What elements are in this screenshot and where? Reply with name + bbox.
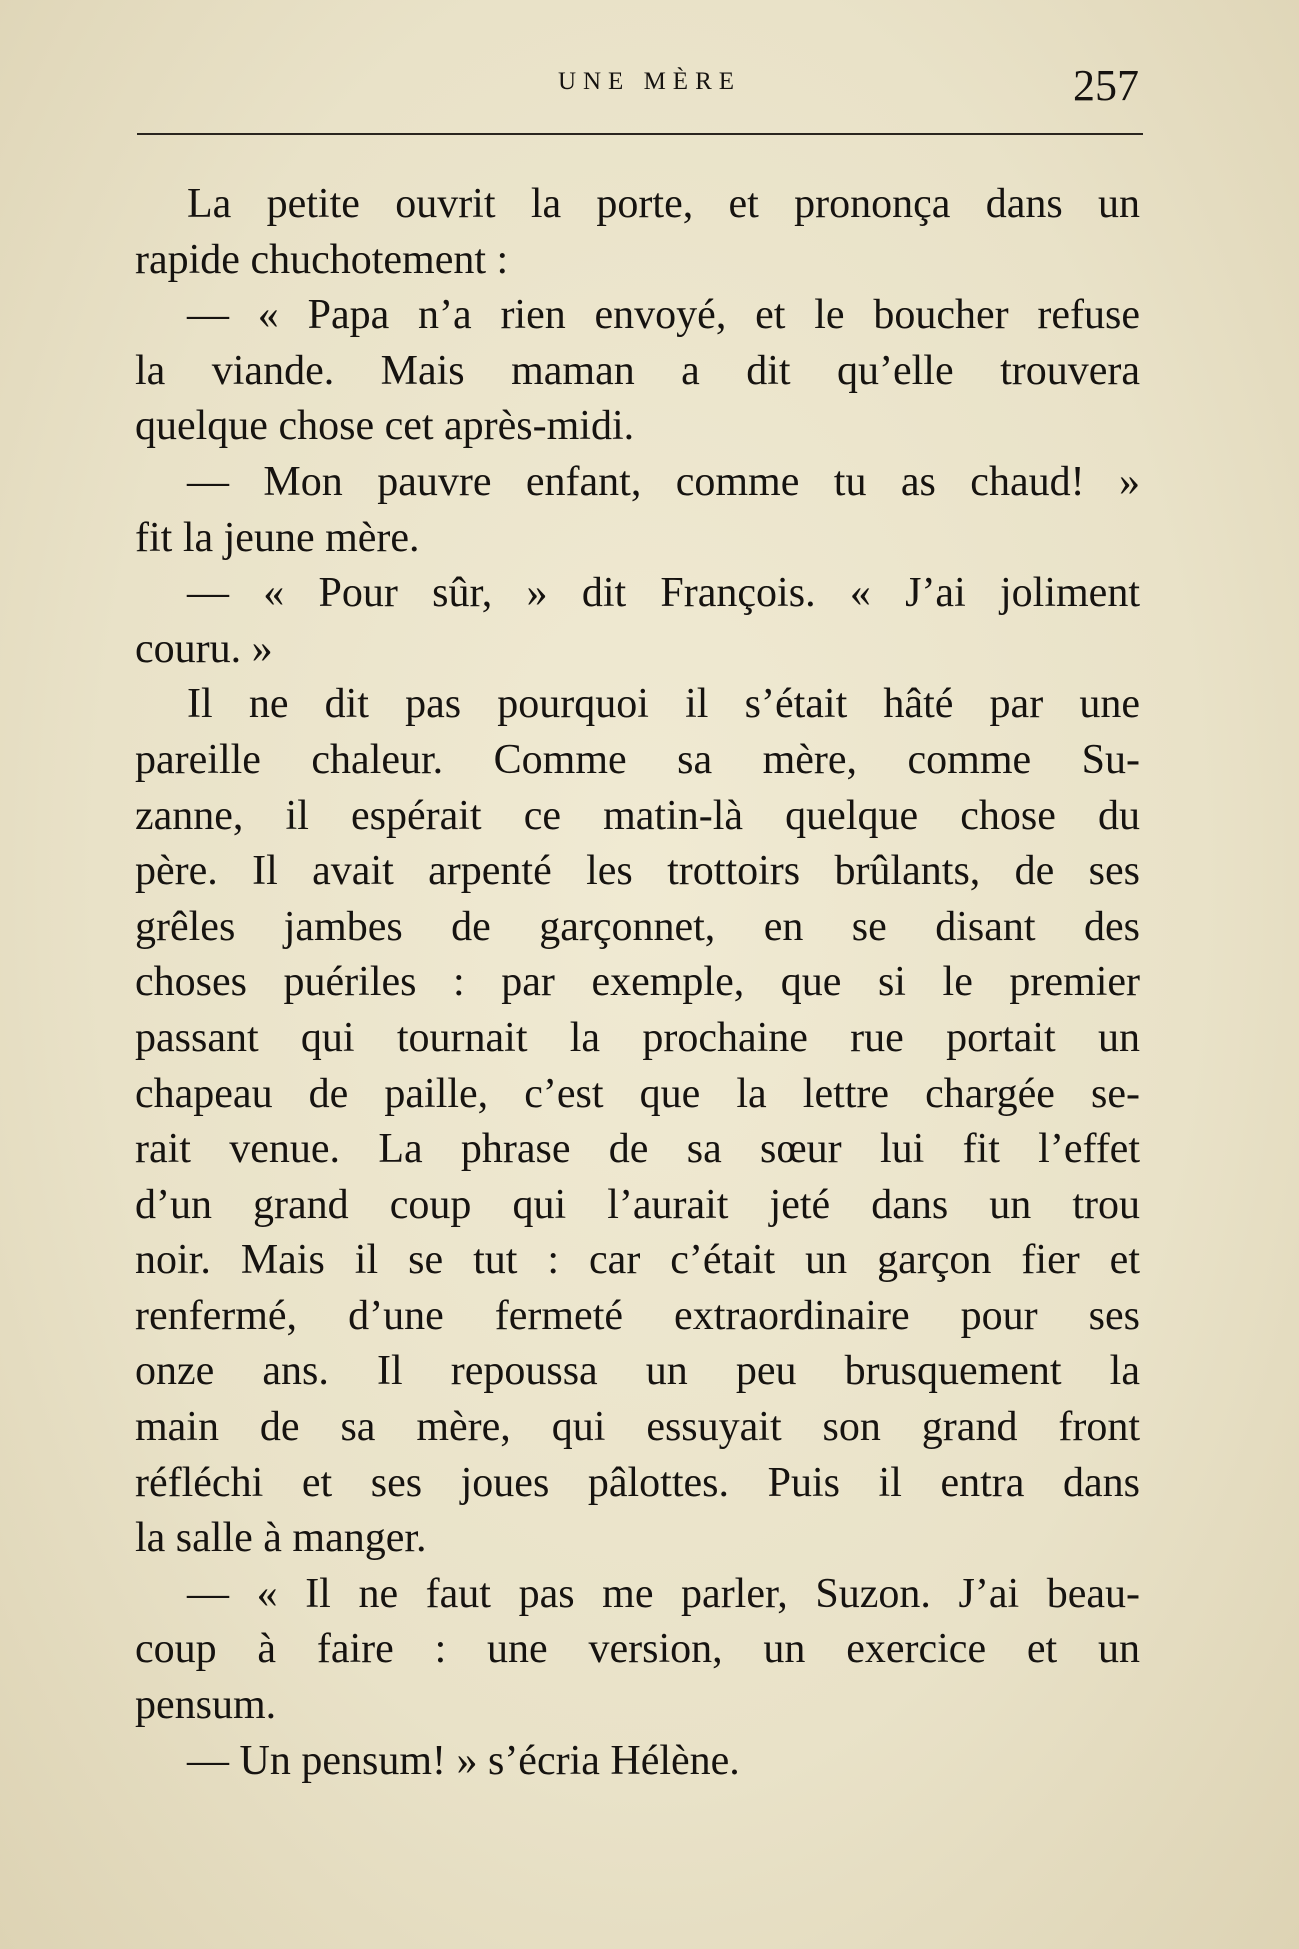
page-number: 257 [1073,61,1139,110]
text-line: rait venue. La phrase de sa sœur lui fit l’effet [135,1126,1140,1173]
text-line: quelque chose cet après-midi. [135,403,635,450]
text-line: renfermé, d’une fermeté extraordinaire pour ses [135,1292,1140,1339]
header-rule [137,133,1143,135]
text-line: fit la jeune mère. [135,514,420,561]
text-line: choses puériles : par exemple, que si le premier [135,959,1140,1006]
text-line: pensum. [135,1682,277,1729]
text-line: couru. » [135,625,273,672]
text-line: réfléchi et ses joues pâlottes. Puis il entra dans [135,1459,1140,1506]
text-line: coup à faire : une version, un exercice et un [135,1626,1140,1673]
text-line: la salle à manger. [135,1515,427,1562]
text-line: onze ans. Il repoussa un peu brusquement la [135,1348,1140,1395]
text-line: — « Il ne faut pas me parler, Suzon. J’ai beau- [187,1570,1140,1617]
text-line: rapide chuchotement : [135,236,509,283]
text-line: grêles jambes de garçonnet, en se disant des [135,903,1140,950]
text-line: La petite ouvrit la porte, et prononça dans un [187,181,1140,227]
text-line: zanne, il espérait ce matin-là quelque chose du [135,792,1140,839]
text-line: passant qui tournait la prochaine rue portait un [135,1014,1140,1061]
text-line: main de sa mère, qui essuyait son grand front [135,1404,1140,1451]
text-line: pareille chaleur. Comme sa mère, comme Su- [135,736,1140,783]
text-line: la viande. Mais maman a dit qu’elle trouvera [135,347,1140,394]
running-head: UNE MÈRE [557,68,742,95]
text-line: Il ne dit pas pourquoi il s’était hâté par une [187,681,1140,728]
text-line: — « Papa n’a rien envoyé, et le boucher refuse [187,292,1140,339]
text-line: noir. Mais il se tut : car c’était un garçon fier et [135,1237,1140,1284]
text-line: chapeau de paille, c’est que la lettre chargée se- [135,1070,1140,1117]
body-text [135,177,1140,1789]
text-line: — Un pensum! » s’écria Hélène. [187,1737,740,1784]
text-line: d’un grand coup qui l’aurait jeté dans un trou [135,1181,1140,1228]
text-line: père. Il avait arpenté les trottoirs brûlants, de ses [135,848,1140,895]
text-line: — Mon pauvre enfant, comme tu as chaud! » [187,458,1140,505]
text-line: — « Pour sûr, » dit François. « J’ai joliment [187,570,1140,617]
